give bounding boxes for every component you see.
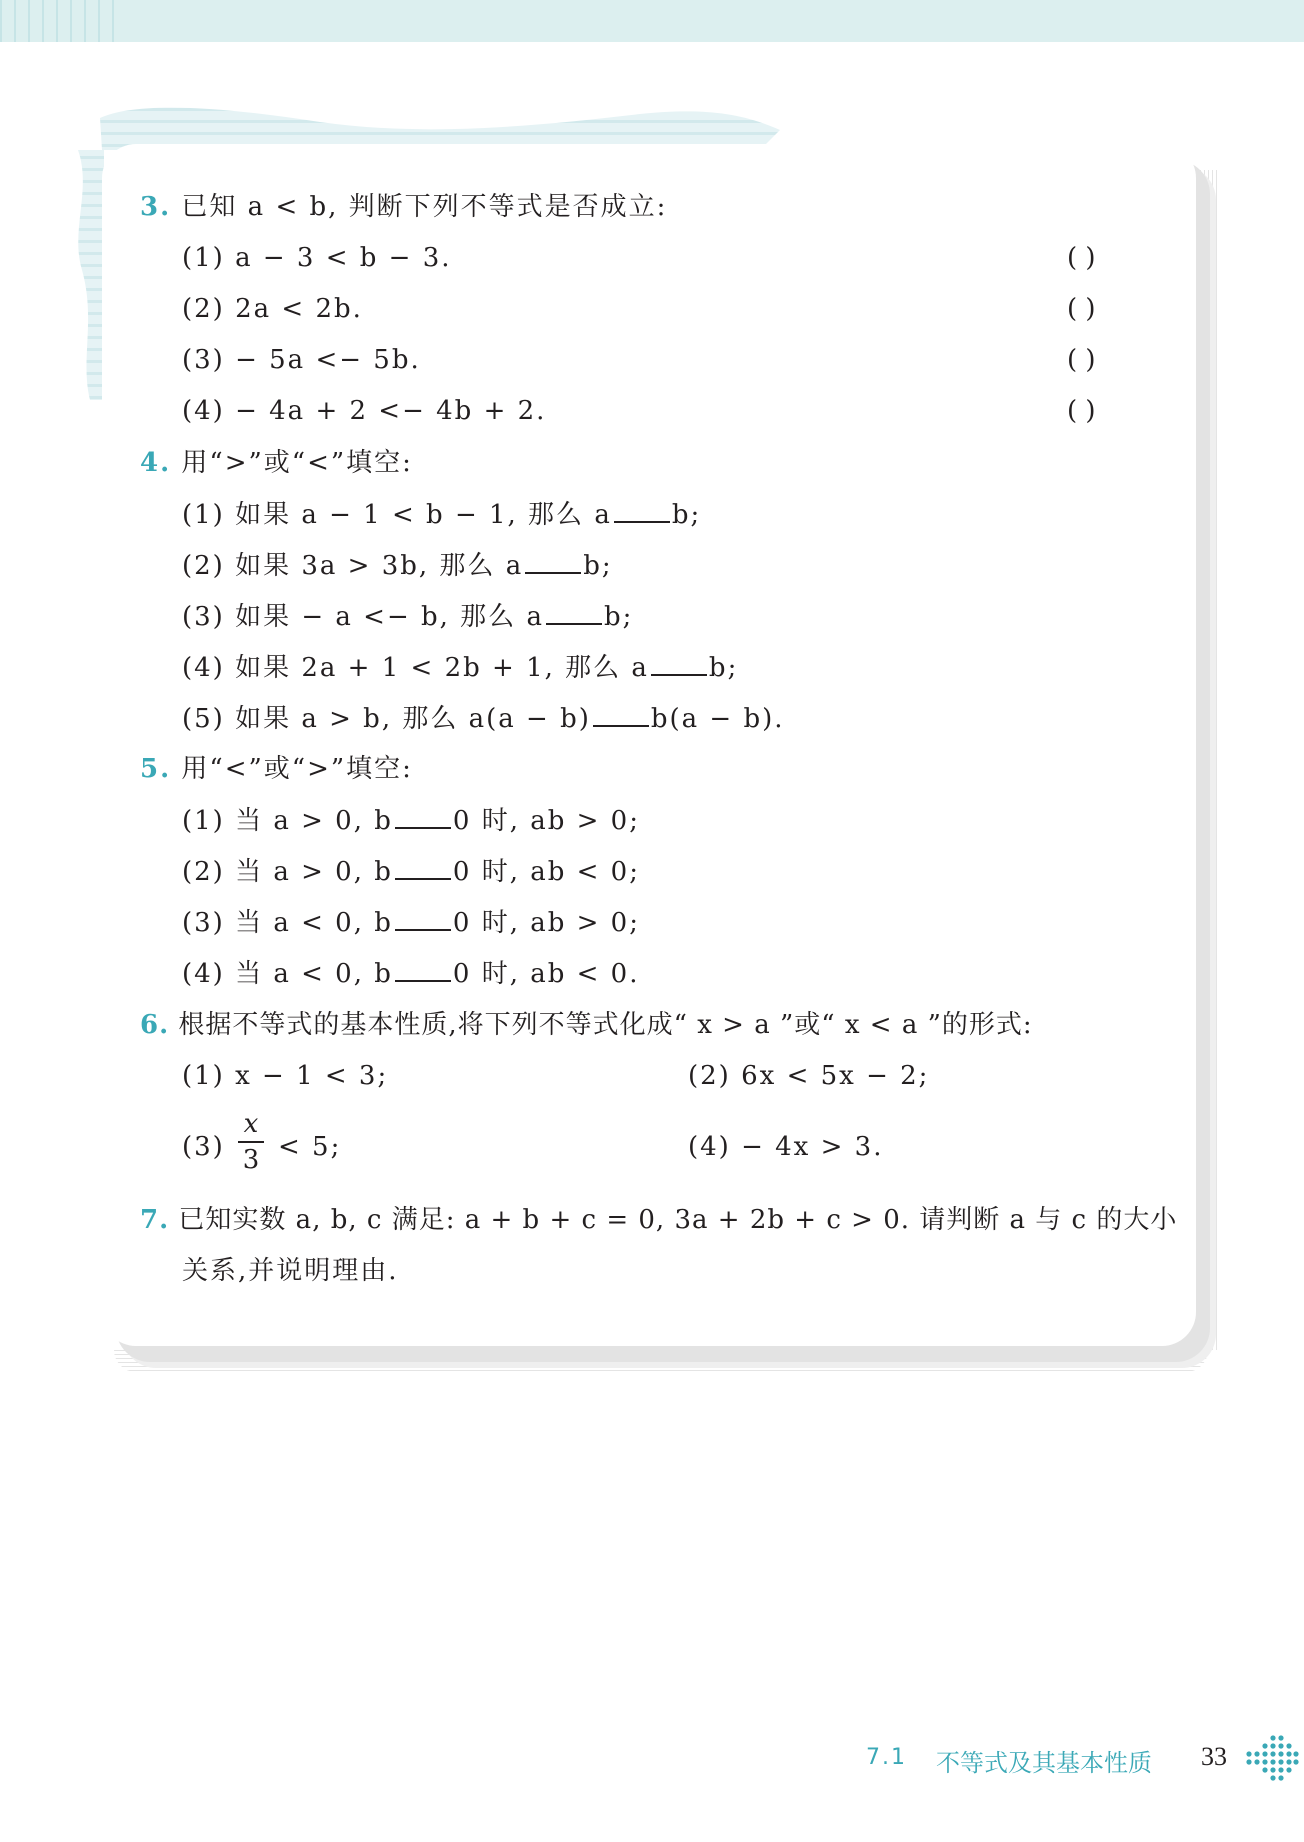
q4-item-2 <box>182 548 613 583</box>
question-5 <box>140 752 413 786</box>
question-number: 4. <box>140 448 172 478</box>
q5-item-2 <box>182 854 640 889</box>
item-text: 0 时, ab < 0. <box>452 959 640 989</box>
card-edge-bottom <box>114 1350 1208 1372</box>
fill-blank[interactable] <box>651 650 707 676</box>
dot-grid-icon <box>1243 1734 1299 1782</box>
answer-parentheses[interactable]: ( ) <box>1067 294 1096 324</box>
item-text: b; <box>583 551 613 581</box>
item-text: (4) 如果 2a + 1 < 2b + 1, 那么 a <box>182 653 649 683</box>
question-stem: 用“>”或“<”填空: <box>181 448 413 478</box>
q3-item-3: (3) − 5a <− 5b. <box>182 345 421 375</box>
question-stem: 用“<”或“>”填空: <box>181 754 413 784</box>
q5-item-4 <box>182 956 640 991</box>
q6-item-3-rest: < 5; <box>278 1132 342 1162</box>
question-stem: 已知实数 a, b, c 满足: a + b + c = 0, 3a + 2b + c > 0. 请判断 a 与 c 的大小 <box>178 1205 1178 1235</box>
fraction-numerator: x <box>243 1109 259 1139</box>
fraction-denominator: 3 <box>242 1145 260 1175</box>
item-text: (1) 如果 a − 1 < b − 1, 那么 a <box>182 500 612 530</box>
fraction-bar <box>238 1141 264 1143</box>
q6-item-1: (1) x − 1 < 3; <box>182 1061 389 1091</box>
q5-item-3 <box>182 905 640 940</box>
fill-blank[interactable] <box>395 956 451 982</box>
answer-parentheses[interactable]: ( ) <box>1067 243 1096 273</box>
q3-item-1: (1) a − 3 < b − 3. <box>182 243 452 273</box>
question-number: 3. <box>140 192 172 222</box>
q4-item-5 <box>182 701 785 736</box>
fill-blank[interactable] <box>546 599 602 625</box>
q3-item-2: (2) 2a < 2b. <box>182 294 363 324</box>
fill-blank[interactable] <box>395 905 451 931</box>
q6-item-3-label: (3) <box>182 1132 225 1162</box>
item-text: (2) 如果 3a > 3b, 那么 a <box>182 551 524 581</box>
item-text: (2) 当 a > 0, b <box>182 857 393 887</box>
item-text: b; <box>708 653 739 683</box>
item-text: 0 时, ab > 0; <box>452 806 640 836</box>
q4-item-3 <box>182 599 633 634</box>
fill-blank[interactable] <box>593 701 649 727</box>
question-7 <box>140 1203 1177 1237</box>
question-3 <box>140 190 667 224</box>
answer-parentheses[interactable]: ( ) <box>1067 345 1096 375</box>
item-text: b(a − b). <box>650 704 785 734</box>
item-text: (5) 如果 a > b, 那么 a(a − b) <box>182 704 591 734</box>
item-text: (4) 当 a < 0, b <box>182 959 393 989</box>
question-number: 5. <box>140 754 172 784</box>
card-edge-right <box>1200 170 1218 1350</box>
question-4 <box>140 446 413 480</box>
question-number: 7. <box>140 1205 170 1235</box>
question-number: 6. <box>140 1010 170 1040</box>
q6-item-2: (2) 6x < 5x − 2; <box>688 1061 930 1091</box>
q4-item-4 <box>182 650 738 685</box>
q4-item-1 <box>182 497 701 532</box>
q5-item-1 <box>182 803 640 838</box>
item-text: 0 时, ab < 0; <box>452 857 640 887</box>
question-6 <box>140 1008 1033 1042</box>
fraction-x-over-3 <box>238 1109 264 1175</box>
q3-item-4: (4) − 4a + 2 <− 4b + 2. <box>182 396 547 426</box>
page-number: 33 <box>1201 1742 1227 1771</box>
item-text: b; <box>671 500 702 530</box>
fill-blank[interactable] <box>395 854 451 880</box>
question-stem: 已知 a < b, 判断下列不等式是否成立: <box>181 192 668 222</box>
question-stem: 根据不等式的基本性质,将下列不等式化成“ x > a ”或“ x < a ”的形式: <box>178 1010 1033 1040</box>
item-text: (3) 如果 − a <− b, 那么 a <box>182 602 544 632</box>
section-number: 7.1 <box>866 1745 907 1770</box>
fill-blank[interactable] <box>395 803 451 829</box>
item-text: b; <box>603 602 634 632</box>
fill-blank[interactable] <box>525 548 581 574</box>
q7-stem-continued: 关系,并说明理由. <box>182 1256 399 1286</box>
fill-blank[interactable] <box>614 497 670 523</box>
q6-item-4: (4) − 4x > 3. <box>688 1132 884 1162</box>
item-text: (3) 当 a < 0, b <box>182 908 393 938</box>
item-text: 0 时, ab > 0; <box>452 908 640 938</box>
section-title: 不等式及其基本性质 <box>936 1749 1152 1777</box>
item-text: (1) 当 a > 0, b <box>182 806 393 836</box>
answer-parentheses[interactable]: ( ) <box>1067 396 1096 426</box>
